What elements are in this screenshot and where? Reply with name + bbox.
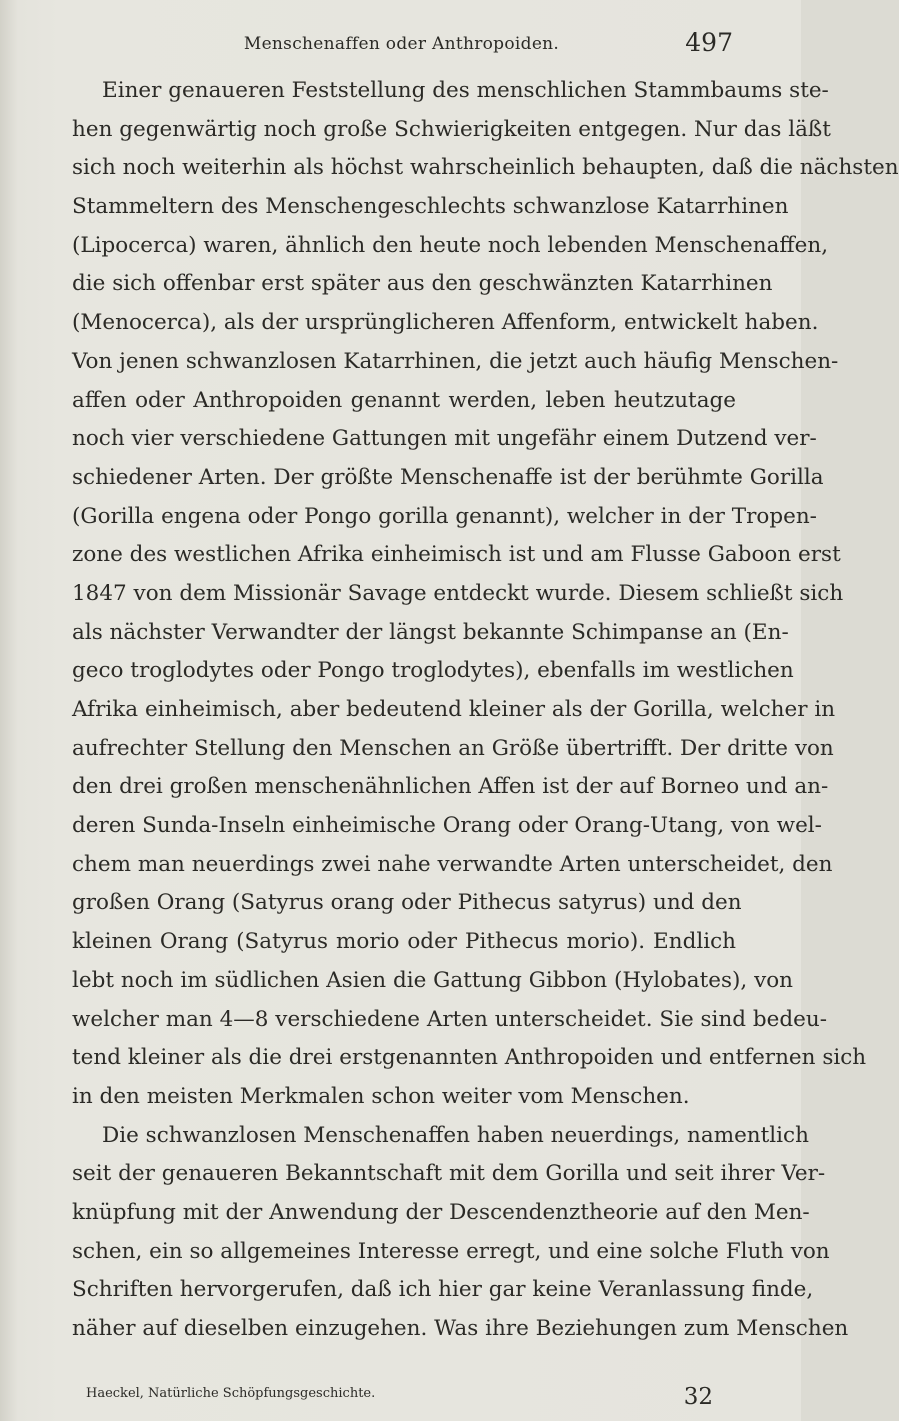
text-line: zone des westlichen Afrika einheimisch ist und am Flusse Gaboon erst xyxy=(72,542,841,568)
text-line: affen oder Anthropoiden genannt werden, leben heutzutage xyxy=(72,387,736,413)
text-line: (Menocerca), als der ursprünglicheren Affenform, entwickelt haben. xyxy=(72,310,819,336)
footer-note: Haeckel, Natürliche Schöpfungsgeschichte. xyxy=(86,1386,376,1401)
text-line: schiedener Arten. Der größte Menschenaffe ist der berühmte Gorilla xyxy=(72,464,824,490)
text-line: den drei großen menschenähnlichen Affen ist der auf Borneo und an- xyxy=(72,774,829,800)
text-line: chem man neuerdings zwei nahe verwandte Arten unterscheidet, den xyxy=(72,851,833,877)
text-line: 1847 von dem Missionär Savage entdeckt wurde. Diesem schließt sich xyxy=(72,580,844,606)
text-line: lebt noch im südlichen Asien die Gattung Gibbon (Hylobates), von xyxy=(72,967,794,993)
text-line: (Gorilla engena oder Pongo gorilla genannt), welcher in der Tropen- xyxy=(72,503,817,529)
text-line: (Lipocerca) waren, ähnlich den heute noch lebenden Menschenaffen, xyxy=(72,232,829,258)
text-line: als nächster Verwandter der längst bekannte Schimpanse an (En- xyxy=(72,619,789,645)
text-line: in den meisten Merkmalen schon weiter vom Menschen. xyxy=(72,1083,690,1109)
page-number: 497 xyxy=(685,28,733,57)
text-line: sich noch weiterhin als höchst wahrscheinlich behaupten, daß die nächsten xyxy=(72,155,899,181)
text-line: die sich offenbar erst später aus den geschwänzten Katarrhinen xyxy=(72,271,773,297)
text-line: knüpfung mit der Anwendung der Descendenztheorie auf den Men- xyxy=(72,1199,810,1225)
running-head xyxy=(70,28,733,68)
text-line: Stammeltern des Menschengeschlechts schwanzlose Katarrhinen xyxy=(72,194,789,220)
text-line: schen, ein so allgemeines Interesse erregt, und eine solche Fluth von xyxy=(72,1238,830,1264)
body-text xyxy=(72,72,899,1349)
running-head-title: Menschenaffen oder Anthropoiden. xyxy=(243,34,560,54)
text-line: kleinen Orang (Satyrus morio oder Pithecus morio). Endlich xyxy=(72,929,736,955)
signature-mark: 32 xyxy=(683,1384,713,1410)
text-line: näher auf dieselben einzugehen. Was ihre Beziehungen zum Menschen xyxy=(72,1316,849,1341)
text-line: tend kleiner als die drei erstgenannten Anthropoiden und entfernen sich xyxy=(72,1045,867,1071)
page-footer xyxy=(86,1386,733,1420)
text-line: Einer genaueren Feststellung des menschlichen Stammbaums ste- xyxy=(102,78,829,103)
text-line: Afrika einheimisch, aber bedeutend kleiner als der Gorilla, welcher in xyxy=(72,697,836,722)
text-line: welcher man 4—8 verschiedene Arten unterscheidet. Sie sind bedeu- xyxy=(72,1006,827,1032)
text-line: aufrechter Stellung den Menschen an Größe übertrifft. Der dritte von xyxy=(72,735,834,761)
text-line: seit der genaueren Bekanntschaft mit dem Gorilla und seit ihrer Ver- xyxy=(72,1161,826,1187)
text-line: Von jenen schwanzlosen Katarrhinen, die jetzt auch häufig Menschen- xyxy=(72,348,839,374)
text-line: geco troglodytes oder Pongo troglodytes), ebenfalls im westlichen xyxy=(72,658,794,684)
text-line: deren Sunda-Inseln einheimische Orang oder Orang-Utang, von wel- xyxy=(72,813,822,839)
text-line: großen Orang (Satyrus orang oder Pithecus satyrus) und den xyxy=(72,890,742,916)
text-line: hen gegenwärtig noch große Schwierigkeiten entgegen. Nur das läßt xyxy=(72,116,831,142)
text-line: Schriften hervorgerufen, daß ich hier gar keine Veranlassung finde, xyxy=(72,1277,814,1303)
text-line: noch vier verschiedene Gattungen mit ungefähr einem Dutzend ver- xyxy=(72,426,817,452)
text-line: Die schwanzlosen Menschenaffen haben neuerdings, namentlich xyxy=(102,1122,809,1148)
